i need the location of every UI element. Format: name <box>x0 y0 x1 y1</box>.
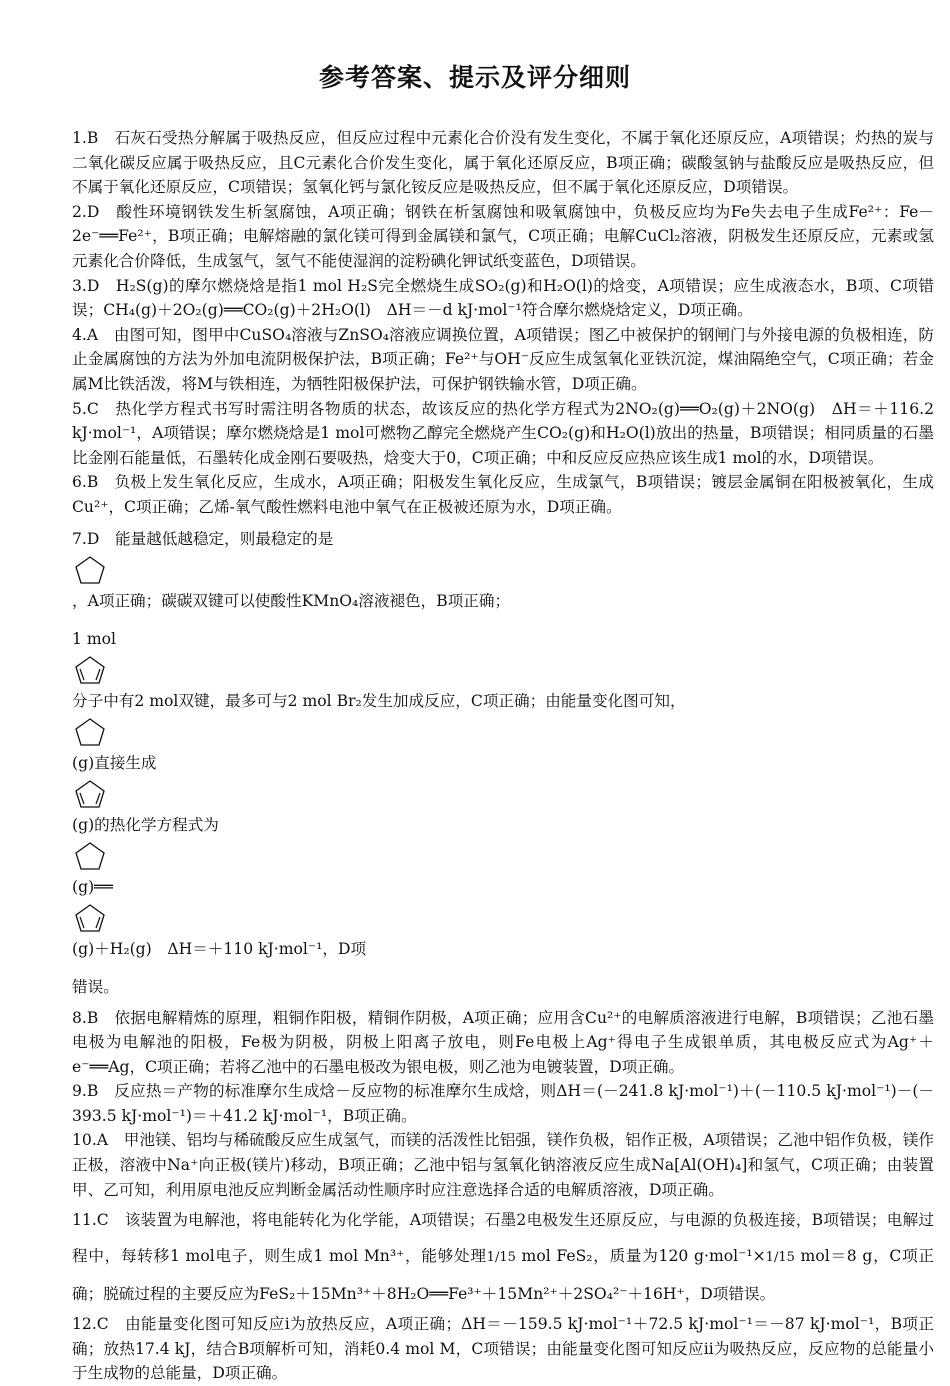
answer-item-6: 6.B 负极上发生氧化反应，生成水，A项正确；阳极发生氧化反应，生成氯气，B项错误；镀层金属铜在阳极被氧化，生成Cu²⁺，C项正确；乙烯-氧气酸性燃料电池中氧气在正极被还原为水，D项正确。 <box>72 473 934 516</box>
cyclopentane-structure <box>73 554 933 586</box>
cyclopentadiene-structure <box>73 654 933 686</box>
answer-item-3: 3.D H₂S(g)的摩尔燃烧焓是指1 mol H₂S完全燃烧生成SO₂(g)和H₂O(l)的焓变，A项错误；应生成液态水，B项、C项错误；CH₄(g)＋2O₂(g)══CO₂(g)＋2H₂O(l) ΔH＝－d kJ·mol⁻¹符合摩尔燃烧焓定义，D项正确。 <box>72 276 934 320</box>
answer-item-10: 10.A 甲池镁、铝均与稀硫酸反应生成氢气，而镁的活泼性比铝强，镁作负极，铝作正极，A项错误；乙池中铝作负极，镁作正极，溶液中Na⁺向正极(镁片)移动，B项正确；乙池中铝与氢氧化钠溶液反应生成Na[Al(OH)₄]和氢气，C项正确；由装置甲、乙可知，利用原电池反应判断金属活动性顺序时应注意选择合适的电解质溶液，D项正确。 <box>72 1131 934 1199</box>
cyclopentadiene-structure <box>73 778 933 810</box>
fraction-one-fifteenth: 1/15 <box>486 1250 516 1266</box>
answer-item-1: 1.B 石灰石受热分解属于吸热反应，但反应过程中元素化合价没有发生变化，不属于氧化还原反应，A项错误；灼热的炭与二氧化碳反应属于吸热反应，且C元素化合价发生变化，属于氧化还原反应，B项正确；碳酸氢钠与盐酸反应是吸热反应，但不属于氧化还原反应，C项错误；氢氧化钙与氯化铵反应是吸热反应，但不属于氧化还原反应，D项错误。 <box>72 129 934 197</box>
cyclopentadiene-structure <box>73 902 933 934</box>
answer-item-2: 2.D 酸性环境钢铁发生析氢腐蚀，A项正确；钢铁在析氢腐蚀和吸氧腐蚀中，负极反应均为Fe失去电子生成Fe²⁺：Fe－2e⁻══Fe²⁺，B项正确；电解熔融的氯化镁可得到金属镁和氯气，C项正确；电解CuCl₂溶液，阴极发生还原反应，元素或氢元素化合价降低，生成氢气，氢气不能使湿润的淀粉碘化钾试纸变蓝色，D项错误。 <box>72 202 934 270</box>
answer-item-12: 12.C 由能量变化图可知反应ⅰ为放热反应，A项正确；ΔH＝－159.5 kJ·mol⁻¹＋72.5 kJ·mol⁻¹＝－87 kJ·mol⁻¹，B项正确；放热17.4 kJ，结合B项解析可知，消耗0.4 mol M，C项错误；由能量变化图可知反应ⅱ为吸热反应，反应物的总能量小于生成物的总能量，D项正确。 <box>72 1315 934 1383</box>
page-title: 参考答案、提示及评分细则 <box>318 63 631 92</box>
answer-item-5: 5.C 热化学方程式书写时需注明各物质的状态，故该反应的热化学方程式为2NO₂(g)══O₂(g)＋2NO(g) ΔH＝＋116.2 kJ·mol⁻¹，A项错误；摩尔燃烧焓是1 mol可燃物乙醇完全燃烧产生CO₂(g)和H₂O(l)放出的热量，B项错误；相同质量的石墨比金刚石能量低，石墨转化成金刚石要吸热，焓变大于0，C项正确；中和反应反应热应该生成1 mol的水，D项错误。 <box>72 399 934 467</box>
answer-item-11: 11.C 该装置为电解池，将电能转化为化学能，A项错误；石墨2电极发生还原反应，与电源的负极连接，B项错误；电解过程中，每转移1 mol电子，则生成1 mol Mn³⁺，能够处理1/15 mol FeS₂，质量为120 g·mol⁻¹×1/15 mol＝8 g，C项正确；脱硫过程的主要反应为FeS₂＋15Mn³⁺＋8H₂O══Fe³⁺＋15Mn²⁺＋2SO₄²⁻＋16H⁺，D项错误。 <box>72 1211 934 1304</box>
answer-item-4: 4.A 由图可知，图甲中CuSO₄溶液与ZnSO₄溶液应调换位置，A项错误；图乙中被保护的钢闸门与外接电源的负极相连，防止金属腐蚀的方法为外加电流阴极保护法，B项正确；Fe²⁺与OH⁻反应生成氢氧化亚铁沉淀，煤油隔绝空气，C项正确；若金属M比铁活泼，将M与铁相连，为牺牲阳极保护法，可保护钢铁输水管，D项正确。 <box>72 325 934 393</box>
cyclopentane-structure <box>73 840 933 872</box>
answer-item-9: 9.B 反应热＝产物的标准摩尔生成焓－反应物的标准摩尔生成焓，则ΔH＝(－241.8 kJ·mol⁻¹)＋(－110.5 kJ·mol⁻¹)－(－393.5 kJ·mol⁻¹)＝＋41.2 kJ·mol⁻¹，B项正确。 <box>72 1082 934 1125</box>
fraction-one-fifteenth: 1/15 <box>765 1250 795 1266</box>
cyclopentane-structure <box>73 716 933 748</box>
answer-list <box>72 126 934 1386</box>
answer-item-8: 8.B 依据电解精炼的原理，粗铜作阳极，精铜作阴极，A项正确；应用含Cu²⁺的电解质溶液进行电解，B项错误；乙池石墨电极为电解池的阳极，Fe极为阴极，阴极上阳离子放电，则Fe电极上Ag⁺得电子生成银单质，其电极反应式为Ag⁺＋e⁻══Ag，C项正确；若将乙池中的石墨电极改为银电极，则乙池为电镀装置，D项正确。 <box>72 1008 934 1076</box>
answer-item-7: 7.D 能量越低越稳定，则最稳定的是 ，A项正确；碳碳双键可以使酸性KMnO₄溶液褪色，B项正确； 1 mol 分子中有2 mol双键，最多可与2 mol Br₂发生加成反应，C项正确；由能量变化图可知， (g)直接生成 (g)的热化学方程式为 (g)══ (g)＋H₂(g) ΔH＝＋110 kJ·mol⁻¹，D项 错误。 <box>72 520 934 1006</box>
